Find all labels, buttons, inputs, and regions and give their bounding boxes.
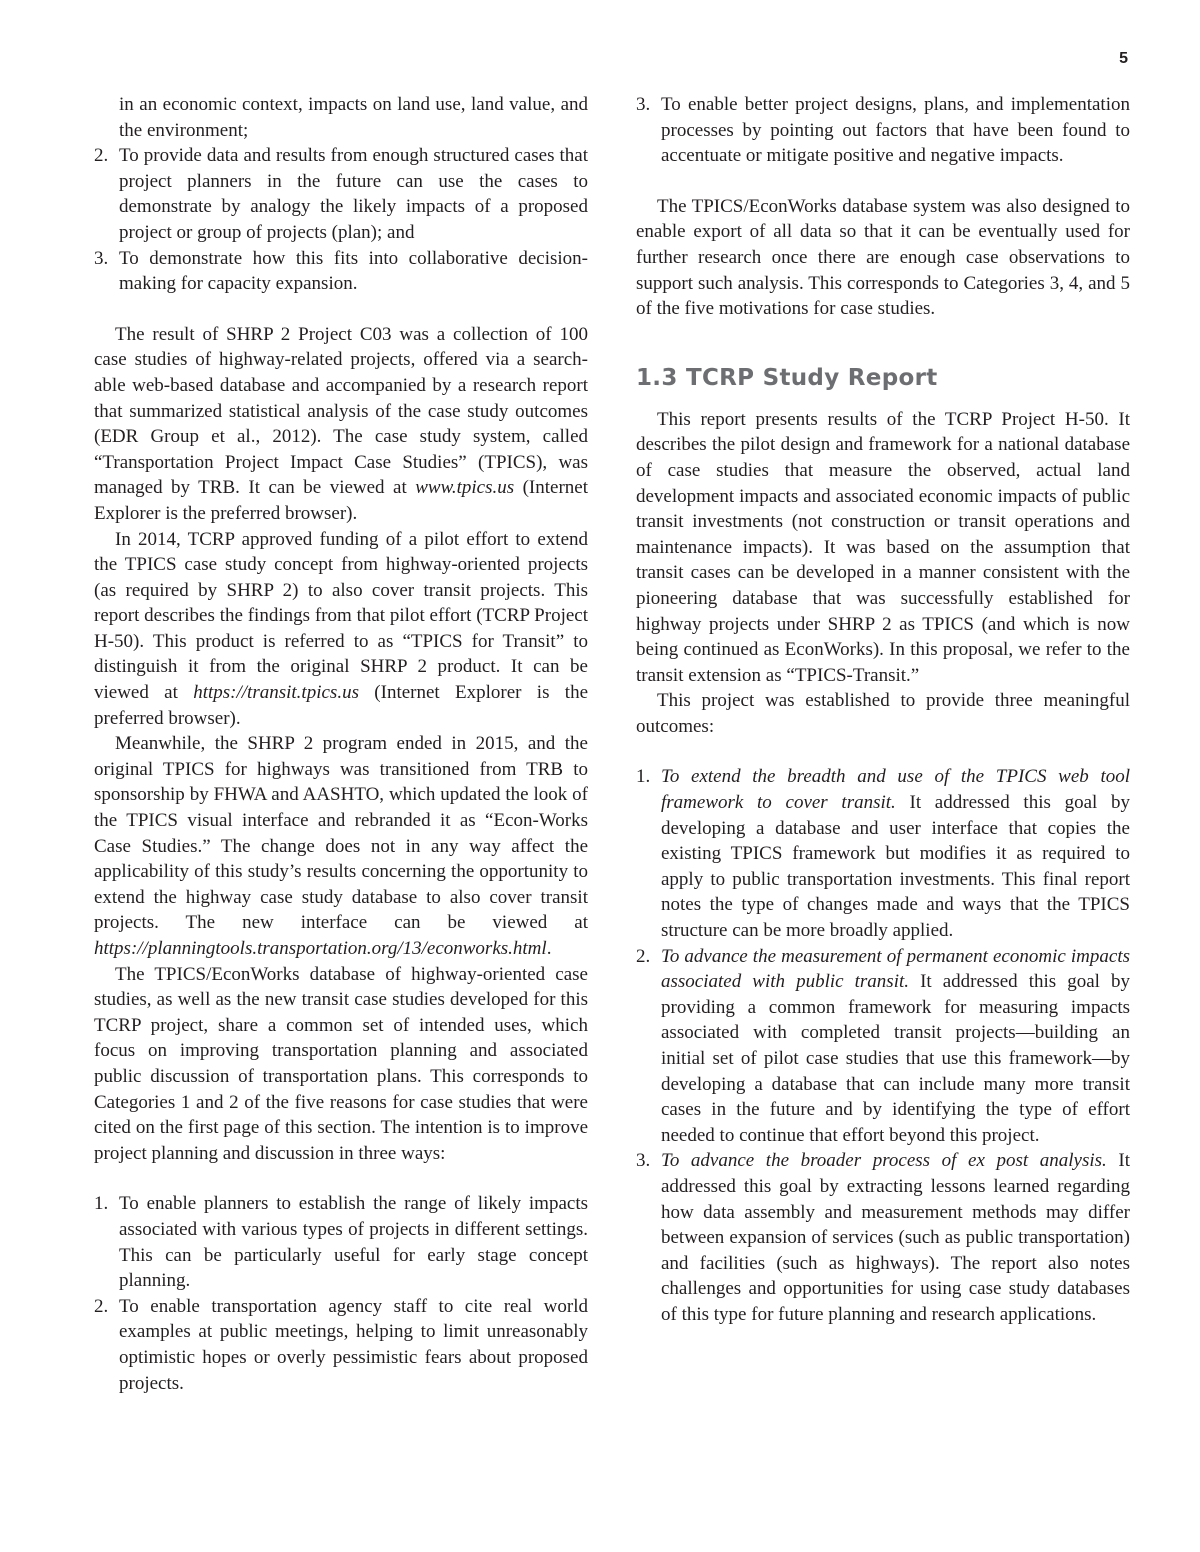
list-item xyxy=(636,944,1130,1149)
list-item xyxy=(94,246,588,297)
econworks-link[interactable]: https://planningtools.transportation.org/13/econworks.html xyxy=(94,938,547,959)
list-number: 3. xyxy=(94,247,109,269)
list-number: 2. xyxy=(94,145,109,167)
page-number: 5 xyxy=(1119,50,1128,67)
list-item-text: To demonstrate how this fits into collaborative decision-making for capacity expansion. xyxy=(119,247,588,295)
list-item-text: To provide data and results from enough structured cases that project planners in the future can use the cases to demonstrate by analogy the likely impacts of a proposed project or group of projects (plan); and xyxy=(119,145,588,243)
outcomes-list xyxy=(636,764,1130,1327)
paragraph-text: The result of SHRP 2 Project C03 was a collection of 100 case studies of highway-related projects, offered via a search-able web-based database and accompanied by a research report that summarized statistical analysis of the case study outcomes (EDR Group et al., 2012). The case study system, called “Transportation Project Impact Case Studies” (TPICS), was managed by TRB. It can be viewed at xyxy=(94,323,588,499)
list-item-text: It addressed this goal by extracting lessons learned regarding how data assembly and measurement methods may differ between expansion of services (such as public transportation) and facilities (such as highways). The report also notes challenges and opportunities for using case study databases of this type for future planning and research applications. xyxy=(661,1150,1130,1325)
paragraph-intended-uses: The TPICS/EconWorks database of highway-oriented case studies, as well as the new transit case studies developed for this TCRP project, share a common set of intended uses, which focus on improving transportation planning and associated public discussion of transportation plans. This corresponds to Categories 1 and 2 of the five reasons for case studies that were cited on the first page of this section. The intention is to improve project planning and discussion in three ways: xyxy=(94,963,588,1164)
list-number: 3. xyxy=(636,1150,651,1172)
list-item-text: It addressed this goal by providing a common framework for measuring impacts associated with completed transit projects—building an initial set of pilot case studies that use this framework—by developing a database that can include many more transit cases in the future and by identifying the type of effort needed to continue that effort beyond this project. xyxy=(661,971,1130,1146)
list-number: 1. xyxy=(94,1193,109,1215)
paragraph-text: (Internet Explorer is the preferred browser). xyxy=(94,682,589,729)
right-column xyxy=(636,92,1130,1328)
list-number: 1. xyxy=(636,766,651,788)
transit-tpics-link[interactable]: https://transit.tpics.us xyxy=(193,682,359,704)
outcome-title: To advance the broader process of ex post analysis. xyxy=(661,1150,1107,1172)
paragraph-report: This report presents results of the TCRP Project H-50. It describes the pilot design and framework for a national database of case studies that measure the observed, actual land development impacts and associated economic impacts of public transit investments (not construction or transit operations and maintenance impacts). It was based on the assumption that transit cases can be developed in a manner consistent with the pioneering database that was successfully established for highway projects under SHRP 2 as TPICS (and which is now being continued as EconWorks). In this proposal, we refer to the transit extension as “TPICS-Transit.” xyxy=(636,408,1130,686)
paragraph-shrp2-results xyxy=(94,322,588,527)
section-heading: 1.3 TCRP Study Report xyxy=(636,364,938,391)
goals-list-continued xyxy=(94,92,588,297)
list-number: 2. xyxy=(94,1295,109,1317)
list-item xyxy=(94,92,588,143)
paragraph-econworks xyxy=(94,731,588,961)
paragraph-text: Meanwhile, the SHRP 2 program ended in 2015, and the original TPICS for highways was transitioned from TRB to sponsorship by FHWA and AASHTO, which updated the look of the TPICS visual interface and rebranded it as “Econ-Works Case Studies.” The change does not in any way affect the applicability of this study’s results concerning the opportunity to extend the highway case study database to also cover transit projects. The new interface can be viewed at xyxy=(94,733,588,934)
paragraph-export: The TPICS/EconWorks database system was also designed to enable export of all data so that it can be eventually used for further research once there are enough case observations to support such analysis. This corresponds to Categories 3, 4, and 5 of the five motivations for case studies. xyxy=(636,195,1130,320)
paragraph-text: In 2014, TCRP approved funding of a pilot effort to extend the TPICS case study concept from highway-oriented projects (as required by SHRP 2) to also cover transit projects. This report describes the findings from that pilot effort (TCRP Project H-50). This product is referred to as “TPICS for Transit” to distinguish it from the original SHRP 2 product. It can be viewed at xyxy=(94,528,588,704)
left-column xyxy=(94,92,588,1396)
list-number: 2. xyxy=(636,945,651,967)
list-item-text: To enable transportation agency staff to cite real world examples at public meetings, helping to limit unreasonably optimistic hopes or overly pessimistic fears about proposed projects. xyxy=(119,1295,588,1394)
list-item xyxy=(94,143,588,245)
list-item-text: in an economic context, impacts on land use, land value, and the environment; xyxy=(119,94,588,141)
paragraph-text: (Internet Explorer is the preferred browser). xyxy=(94,477,589,524)
paragraph-text: . xyxy=(546,938,552,959)
list-number: 3. xyxy=(636,94,651,115)
outcome-title: To advance the measurement of permanent economic impacts associated with public transit. xyxy=(661,945,1130,993)
list-item xyxy=(636,764,1130,943)
outcome-title: To extend the breadth and use of the TPICS web tool framework to cover transit. xyxy=(661,766,1130,814)
list-item xyxy=(94,1294,588,1396)
list-item xyxy=(94,1191,588,1293)
paragraph-outcomes-intro: This project was established to provide three meaningful outcomes: xyxy=(636,690,1130,737)
list-item xyxy=(636,1148,1130,1327)
list-item xyxy=(636,92,1130,169)
list-item-text: To enable planners to establish the range of likely impacts associated with various types of projects in different settings. This can be particularly useful for early stage concept planning. xyxy=(119,1193,588,1292)
tpics-link[interactable]: www.tpics.us xyxy=(415,477,515,499)
list-item-text: To enable better project designs, plans, and implementation processes by pointing out factors that have been found to accentuate or mitigate positive and negative impacts. xyxy=(661,94,1130,167)
uses-list-continued xyxy=(636,92,1130,169)
list-item-text: It addressed this goal by developing a database and user interface that copies the existing TPICS framework but modifies it as required to apply to public transportation investments. This final report notes the type of changes made and ways that the TPICS structure can be more broadly applied. xyxy=(661,792,1130,942)
uses-list xyxy=(94,1191,588,1396)
paragraph-tcrp-funding xyxy=(94,527,588,732)
